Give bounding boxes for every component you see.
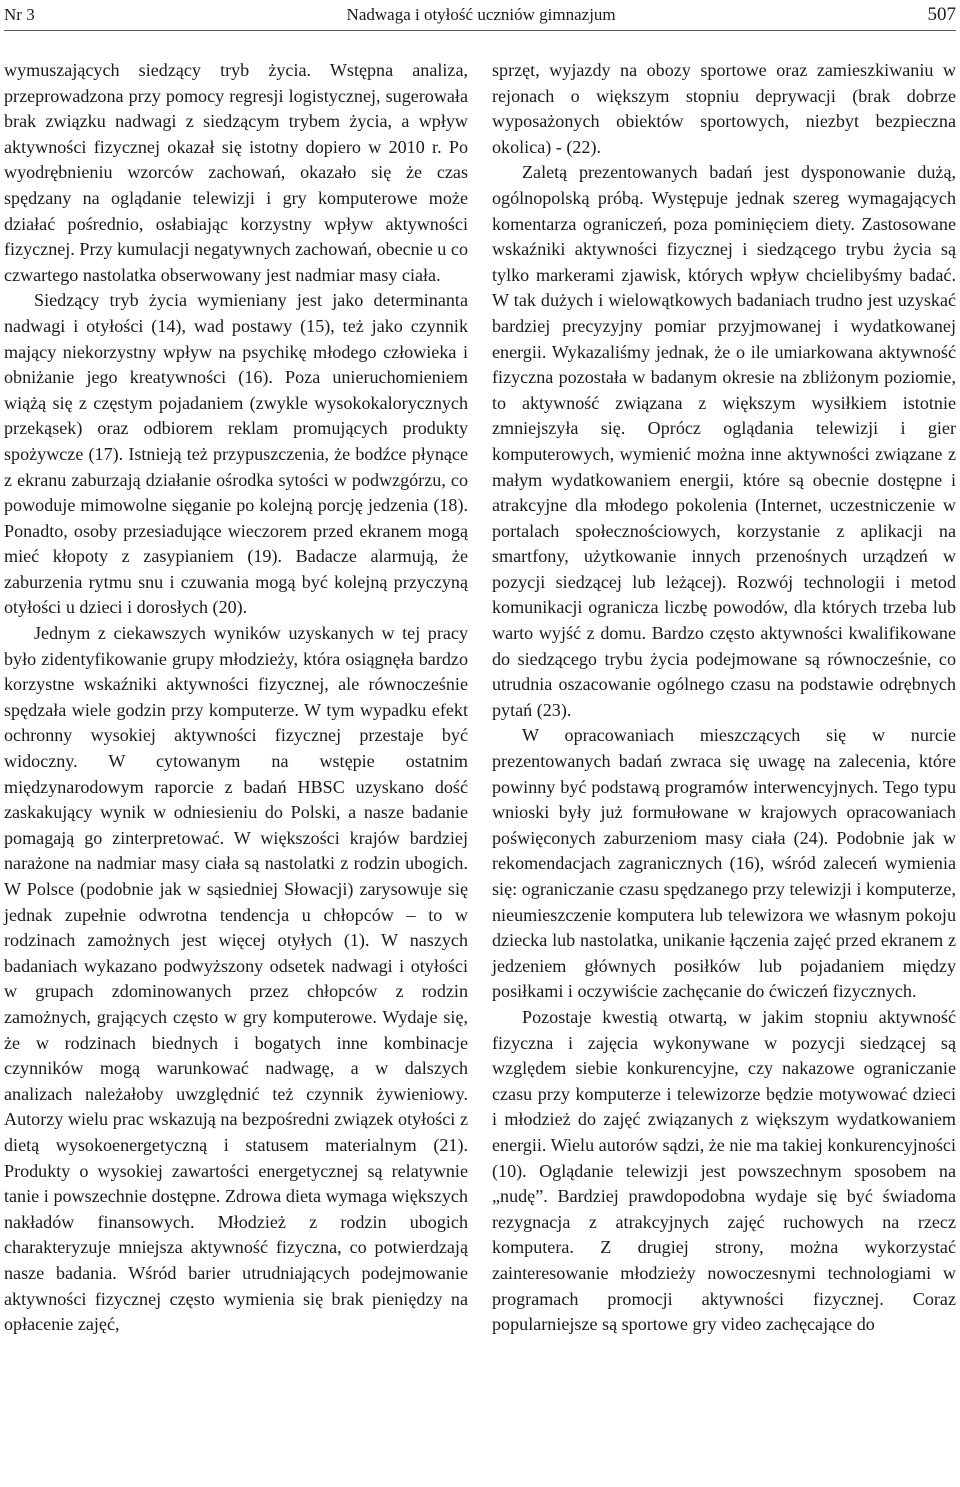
right-column	[492, 58, 956, 1338]
paragraph: Jednym z ciekawszych wyników uzyskanych w tej pracy było zidentyfikowanie grupy młodzieży, która osiągnęła bardzo korzystne wskaźniki aktywności fizycznej, ale równocześnie spędzała wiele godzin przy komputerze. W tym wypadku efekt ochronny wysokiej aktywności fizycznej przestaje być widoczny. W cytowanym na wstępie ostatnim międzynarodowym raporcie z badań HBSC uzyskano dość zaskakujący wynik w odniesieniu do Polski, a nasze badanie pomagają go zinterpretować. W większości krajów bardziej narażone na nadmiar masy ciała są nastolatki z rodzin ubogich. W Polsce (podobnie jak w sąsiedniej Słowacji) zarysowuje się jednak zupełnie odwrotna tendencja u chłopców – to w rodzinach zamożnych jest więcej otyłych (1). W naszych badaniach wykazano podwyższony odsetek nadwagi i otyłości w grupach zdominowanych przez chłopców z rodzin zamożnych, grających często w gry komputerowe. Wydaje się, że w rodzinach biednych i bogatych inne kombinacje czynników mogą warunkować nadwagę, a w dalszych analizach należałoby uwzględnić też czynnik żywieniowy. Autorzy wielu prac wskazują na bezpośredni związek otyłości z dietą wysokoenergetyczną i statusem materialnym (21). Produkty o wysokiej zawartości energetycznej są relatywnie tanie i powszechnie dostępne. Zdrowa dieta wymaga większych nakładów finansowych. Młodzież z rodzin ubogich charakteryzuje mniejsza aktywność fizyczna, co potwierdzają nasze badania. Wśród barier utrudniających podejmowanie aktywności fizycznej często wymienia się brak pieniędzy na opłacenie zajęć,	[4, 623, 468, 1335]
paragraph: W opracowaniach mieszczących się w nurcie prezentowanych badań zwraca się uwagę na zalecenia, które powinny być podstawą programów interwencyjnych. Tego typu wnioski były już formułowane w krajowych opracowaniach poświęconych zaburzeniom masy ciała (24). Podobnie jak w rekomendacjach zagranicznych (16), wśród zaleceń wymienia się: ograniczanie czasu spędzanego przy telewizji i komputerze, nieumieszczenie komputera lub telewizora we własnym pokoju dziecka lub nastolatka, unikanie łączenia zajęć przed ekranem z jedzeniem głównych posiłków lub pojadaniem między posiłkami i oczywiście zachęcanie do ćwiczeń fizycznych.	[492, 725, 956, 1002]
paragraph: wymuszających siedzący tryb życia. Wstępna analiza, przeprowadzona przy pomocy regresji logistycznej, sugerowała brak związku nadwagi z siedzącym trybem życia, a wpływ aktywności fizycznej okazał się istotny dopiero w 2010 r. Po wyodrębnieniu wzorców zachowań, okazało się że czas spędzany na oglądanie telewizji i gry komputerowe może działać pośrednio, osłabiając korzystny wpływ aktywności fizycznej. Przy kumulacji negatywnych zachowań, obecnie u co czwartego nastolatka obserwowany jest nadmiar masy ciała.	[4, 60, 468, 285]
paragraph: sprzęt, wyjazdy na obozy sportowe oraz zamieszkiwaniu w rejonach o większym stopniu deprywacji (brak dobrze wyposażonych obiektów sportowych, niezbyt bezpieczna okolica) - (22).	[492, 60, 956, 157]
running-header	[4, 0, 956, 31]
paragraph: Siedzący tryb życia wymieniany jest jako determinanta nadwagi i otyłości (14), wad postawy (15), też jako czynnik mający niekorzystny wpływ na psychikę młodego człowieka i obniżanie jego kreatywności (16). Poza unieruchomieniem wiążą się z częstym pojadaniem (zwykle wysokokalorycznych przekąsek) oraz odbiorem reklam promujących produkty spożywcze (17). Istnieją też przypuszczenia, że bodźce płynące z ekranu zaburzają działanie ośrodka sytości w podwzgórzu, co powoduje mimowolne sięganie po kolejną porcję jedzenia (18). Ponadto, osoby przesiadujące wieczorem przed ekranem mogą mieć kłopoty z zasypianiem (19). Badacze alarmują, że zaburzenia rytmu snu i czuwania mogą być kolejną przyczyną otyłości u dzieci i dorosłych (20).	[4, 290, 468, 618]
left-column	[4, 58, 468, 1338]
page-number: 507	[927, 4, 956, 25]
paragraph: Zaletą prezentowanych badań jest dysponowanie dużą, ogólnopolską próbą. Występuje jednak szereg wymagających komentarza ograniczeń, poza pominięciem diety. Zastosowane wskaźniki aktywności fizycznej i siedzącego trybu życia są tylko markerami zjawisk, których wpływ chcielibyśmy badać. W tak dużych i wielowątkowych badaniach trudno jest uzyskać bardziej precyzyjny pomiar przyjmowanej i wydatkowanej energii. Wykazaliśmy jednak, że o ile umiarkowana aktywność fizyczna pozostała w badanym okresie na zbliżonym poziomie, to aktywność związana z większym wysiłkiem istotnie zmniejszyła się. Oprócz oglądania telewizji i gier komputerowych, wymienić można inne aktywności związane z małym wydatkowaniem energii, które są obecnie dostępne i atrakcyjne dla młodego pokolenia (Internet, uczestniczenie w portalach społecznościowych, korzystanie z aplikacji na smartfony, użytkowanie innych przenośnych urządzeń w pozycji siedzącej lub leżącej). Rozwój technologii i metod komunikacji ogranicza liczbę powodów, dla których trzeba lub warto wyjść z domu. Bardzo często aktywności kwalifikowane do siedzącego trybu życia podejmowane są równocześnie, co utrudnia oszacowanie ogólnego czasu na podstawie odrębnych pytań (23).	[492, 162, 956, 720]
paragraph: Pozostaje kwestią otwartą, w jakim stopniu aktywność fizyczna i zajęcia wykonywane w pozycji siedzącej są względem siebie konkurencyjne, czy nakazowe ograniczanie czasu przy komputerze i telewizorze będzie motywować dzieci i młodzież do zajęć związanych z większym wydatkowaniem energii. Wielu autorów sądzi, że nie ma takiej konkurencyjności (10). Oglądanie telewizji jest powszechnym sposobem na „nudę”. Bardziej prawdopodobna wydaje się być świadoma rezygnacja z atrakcyjnych zajęć ruchowych na rzecz komputera. Z drugiej strony, można wykorzystać zainteresowanie młodzieży nowoczesnymi technologiami w programach promocji aktywności fizycznej. Coraz popularniejsze są sportowe gry video zachęcające do	[492, 1006, 956, 1335]
issue-number: Nr 3	[4, 5, 35, 24]
running-title: Nadwaga i otyłość uczniów gimnazjum	[346, 5, 616, 24]
